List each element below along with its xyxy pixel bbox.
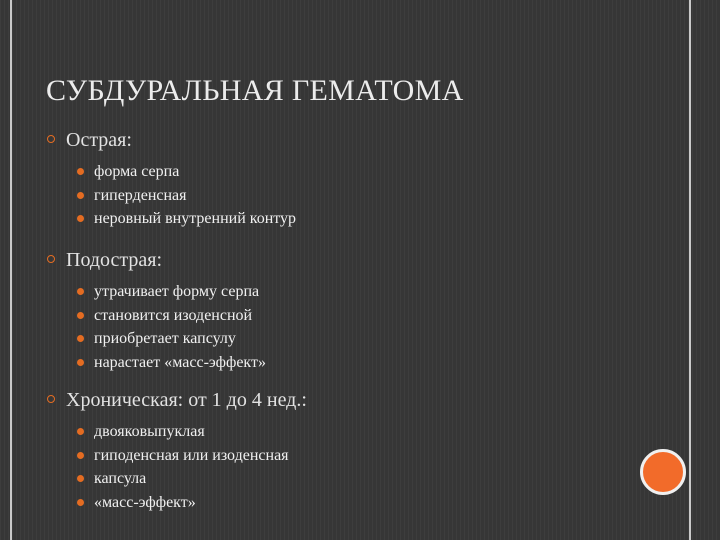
list-item — [74, 184, 646, 208]
section-heading — [46, 246, 646, 274]
ring-bullet-icon — [47, 135, 55, 143]
slide-title: СУБДУРАЛЬНАЯ ГЕМАТОМА — [46, 74, 464, 107]
list-item — [74, 491, 646, 515]
dot-bullet-icon — [77, 288, 84, 295]
list-item-text: становится изоденсной — [94, 306, 253, 324]
list-item — [74, 304, 646, 328]
dot-bullet-icon — [77, 499, 84, 506]
dot-bullet-icon — [77, 428, 84, 435]
list-item-text: форма серпа — [94, 163, 180, 180]
bullet-list — [46, 420, 646, 514]
list-item-text: неровный внутренний контур — [94, 210, 297, 227]
list-item-text: приобретает капсулу — [94, 330, 236, 347]
decorative-circle-icon — [640, 449, 686, 495]
bullet-list — [46, 280, 646, 374]
dot-bullet-icon — [77, 312, 84, 319]
dot-bullet-icon — [77, 192, 84, 199]
list-item-text: нарастает «масс-эффект» — [94, 353, 266, 371]
list-item-text: двояковыпуклая — [94, 423, 205, 440]
list-item-text: утрачивает форму серпа — [94, 283, 260, 300]
list-item-text: гиподенсная или изоденсная — [94, 446, 289, 464]
dot-bullet-icon — [77, 335, 84, 342]
list-item — [74, 467, 646, 491]
list-item-text: гиперденсная — [94, 186, 187, 204]
ring-bullet-icon — [47, 255, 55, 263]
section-heading — [46, 386, 646, 414]
dot-bullet-icon — [77, 475, 84, 482]
section-heading-text: Хроническая: от 1 до 4 нед.: — [66, 389, 307, 411]
section-heading-text: Острая: — [66, 129, 132, 151]
bullet-list — [46, 160, 646, 231]
list-item — [74, 160, 646, 184]
list-item — [74, 351, 646, 375]
section-chronic — [46, 386, 646, 514]
list-item — [74, 444, 646, 468]
dot-bullet-icon — [77, 359, 84, 366]
section-heading-text: Подострая: — [66, 249, 163, 271]
section-acute — [46, 126, 646, 231]
list-item-text: капсула — [94, 470, 147, 487]
dot-bullet-icon — [77, 168, 84, 175]
ring-bullet-icon — [47, 395, 55, 403]
dot-bullet-icon — [77, 215, 84, 222]
list-item-text: «масс-эффект» — [94, 493, 196, 511]
section-subacute — [46, 246, 646, 374]
list-item — [74, 327, 646, 351]
section-heading — [46, 126, 646, 154]
list-item — [74, 280, 646, 304]
list-item — [74, 420, 646, 444]
dot-bullet-icon — [77, 452, 84, 459]
list-item — [74, 207, 646, 231]
